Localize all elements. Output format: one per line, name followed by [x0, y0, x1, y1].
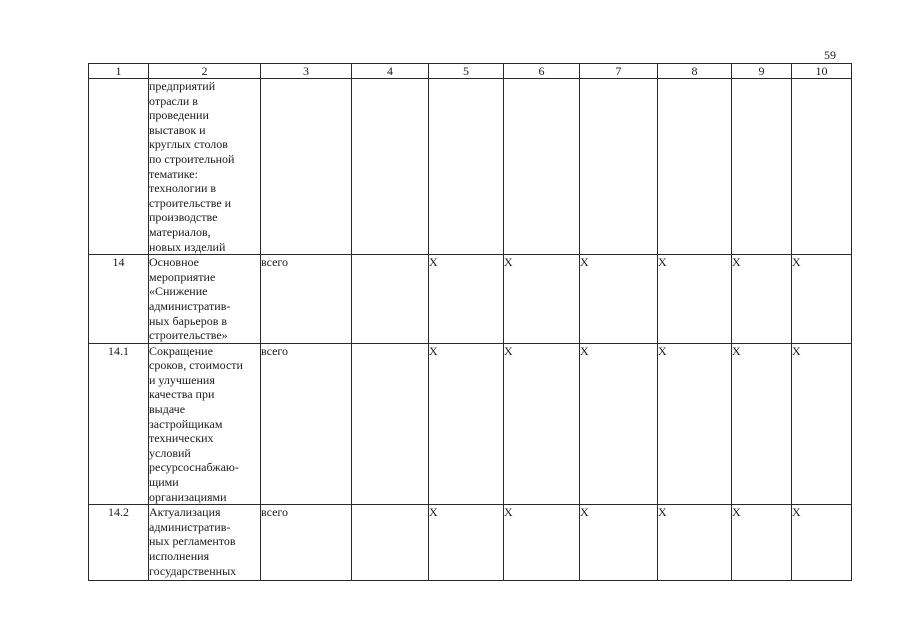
description-line: и улучшения: [149, 372, 215, 387]
x-mark: Х: [792, 255, 852, 344]
page-number: 59: [824, 48, 836, 62]
description-line: административ-: [149, 519, 231, 534]
description-line: строительстве»: [149, 328, 228, 343]
total-label: всего: [261, 343, 352, 505]
description-line: Основное: [149, 255, 199, 270]
total-label: всего: [261, 255, 352, 344]
empty-cell: [352, 505, 429, 581]
description-line: Актуализация: [149, 505, 221, 520]
description-line: застройщикам: [149, 416, 223, 431]
x-mark: Х: [732, 343, 792, 505]
x-mark: Х: [580, 343, 658, 505]
description-line: отрасли в: [149, 93, 198, 108]
x-mark: Х: [732, 505, 792, 581]
x-mark: Х: [580, 505, 658, 581]
row-number: 14: [89, 255, 149, 344]
row-description: [149, 79, 261, 255]
description-line: по строительной: [149, 151, 235, 166]
description-line: ных барьеров в: [149, 313, 228, 328]
x-mark: Х: [792, 505, 852, 581]
table-row: [89, 505, 852, 581]
description-line: ресурсоснабжаю-: [149, 460, 239, 475]
description-line: технических: [149, 431, 214, 446]
column-number-row: [89, 64, 852, 79]
column-header: 2: [149, 64, 261, 79]
x-mark: Х: [429, 343, 504, 505]
description-line: исполнения: [149, 549, 210, 563]
x-mark: Х: [658, 505, 732, 581]
description-line: условий: [149, 445, 191, 460]
x-mark: Х: [429, 505, 504, 581]
empty-cell: [352, 79, 429, 255]
budget-table: [88, 63, 852, 581]
table-row: [89, 79, 852, 255]
description-line: мероприятие: [149, 269, 216, 284]
total-label: [261, 79, 352, 255]
x-mark: Х: [732, 255, 792, 344]
description-line: тематике:: [149, 166, 198, 181]
description-line: «Снижение: [149, 284, 208, 299]
table-row: [89, 255, 852, 344]
description-line: выставок и: [149, 122, 206, 137]
x-mark: [504, 79, 580, 255]
description-line: круглых столов: [149, 137, 228, 152]
row-description: [149, 255, 261, 344]
empty-cell: [352, 343, 429, 505]
x-mark: Х: [580, 255, 658, 344]
row-description: [149, 343, 261, 505]
column-header: 10: [792, 64, 852, 79]
x-mark: Х: [658, 255, 732, 344]
row-number: 14.2: [89, 505, 149, 581]
description-line: материалов,: [149, 224, 211, 239]
column-header: 8: [658, 64, 732, 79]
description-line: производстве: [149, 210, 218, 225]
x-mark: Х: [658, 343, 732, 505]
description-line: административ-: [149, 298, 231, 313]
column-header: 4: [352, 64, 429, 79]
column-header: 5: [429, 64, 504, 79]
table-row: [89, 343, 852, 505]
description-line: новых изделий: [149, 239, 226, 254]
column-header: 9: [732, 64, 792, 79]
column-header: 3: [261, 64, 352, 79]
description-line: Сокращение: [149, 343, 213, 358]
description-line: проведении: [149, 108, 209, 123]
description-line: строительстве и: [149, 195, 232, 210]
row-number: [89, 79, 149, 255]
description-line: выдаче: [149, 402, 186, 417]
x-mark: Х: [504, 343, 580, 505]
description-line: щими: [149, 475, 179, 490]
description-line: государственных: [149, 563, 237, 578]
x-mark: [580, 79, 658, 255]
x-mark: Х: [504, 255, 580, 344]
description-line: качества при: [149, 387, 215, 402]
description-line: технологии в: [149, 181, 217, 196]
x-mark: Х: [792, 343, 852, 505]
row-number: 14.1: [89, 343, 149, 505]
x-mark: [429, 79, 504, 255]
description-line: сроков, стоимости: [149, 358, 243, 373]
x-mark: [792, 79, 852, 255]
row-description: [149, 505, 261, 581]
x-mark: Х: [504, 505, 580, 581]
description-line: организациями: [149, 489, 227, 504]
empty-cell: [352, 255, 429, 344]
column-header: 6: [504, 64, 580, 79]
column-header: 7: [580, 64, 658, 79]
description-line: ных регламентов: [149, 534, 236, 549]
x-mark: [732, 79, 792, 255]
total-label: всего: [261, 505, 352, 581]
x-mark: [658, 79, 732, 255]
x-mark: Х: [429, 255, 504, 344]
column-header: 1: [89, 64, 149, 79]
description-line: предприятий: [149, 79, 216, 93]
